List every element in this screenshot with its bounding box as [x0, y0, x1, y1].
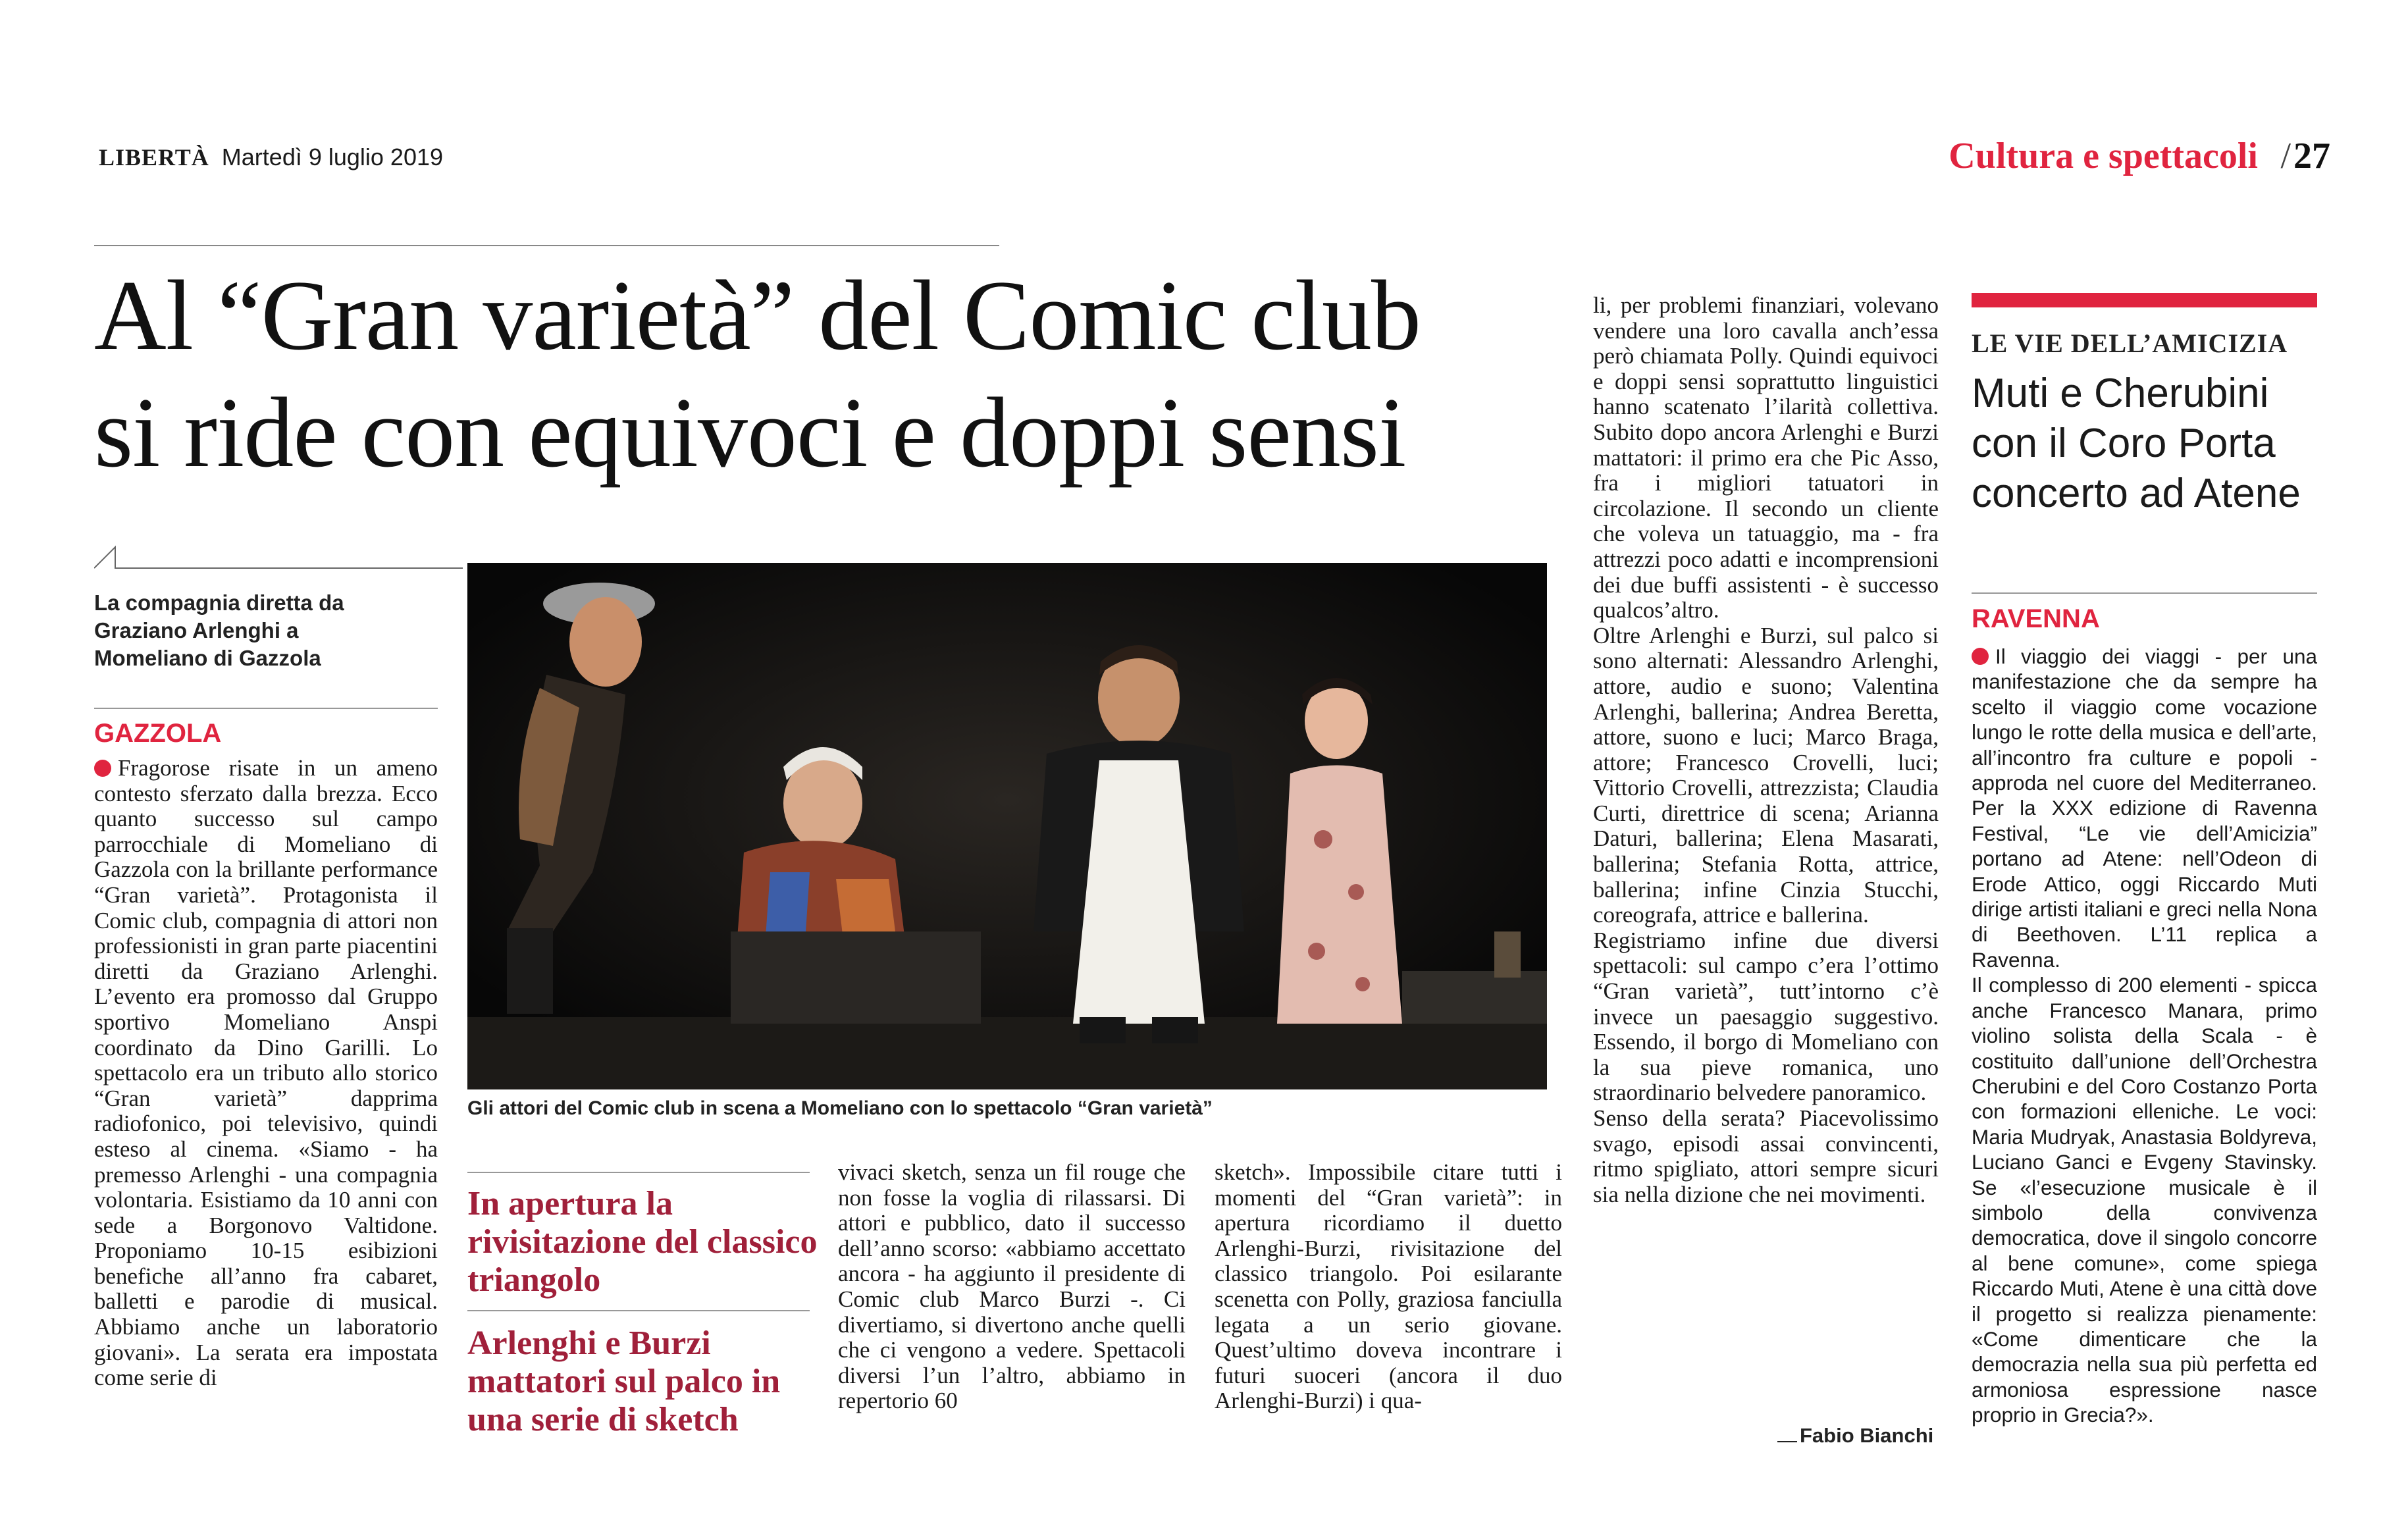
photo-caption: Gli attori del Comic club in scena a Momeliano con lo spettacolo “Gran varietà”: [467, 1097, 1213, 1119]
sidebar-kicker: LE VIE DELL’AMICIZIA: [1972, 328, 2288, 358]
pullquote-2: Arlenghi e Burzi mattatori sul palco in una serie di sketch: [467, 1324, 781, 1438]
issue-date: Martedì 9 luglio 2019: [221, 144, 444, 170]
location-rule: [94, 708, 438, 709]
page-number: 27: [2293, 136, 2330, 176]
pullquote-1: In apertura la rivisitazione del classico triangolo: [467, 1185, 818, 1299]
sidebar-paragraph: Il viaggio dei viaggi - per una manifestazione che da sempre ha scelto il viaggio come vocazione lungo le rotte della musica e dell’arte, all’incontro fra culture e popoli - approda nel cuore del Mediterraneo. Per la XXX edizione di Ravenna Festival, “Le vie dell’Amicizia” portano ad Atene: nell’Odeon di Erode Attico, oggi Riccardo Muti dirige artisti italiani e greci nella Nona di Beethoven. L’11 replica a Ravenna.: [1972, 644, 2317, 972]
column-3-text: sketch». Impossibile citare tutti i momenti del “Gran varietà”: in apertura ricordiamo il duetto Arlenghi-Burzi, rivisitazione del classico triangolo. Poi esilarante scenetta con Polly, graziosa fanciulla legata a un serio giovane. Quest’ultimo doveva incontrare i futuri suoceri (ancora il duo Arlenghi-Burzi) i qua-: [1215, 1159, 1562, 1414]
masthead: [99, 144, 443, 171]
article-column-2: [838, 1160, 1186, 1414]
column-4-paragraph: Oltre Arlenghi e Burzi, sul palco si sono alternati: Alessandro Arlenghi, attore, audio e suono; Valentina Arlenghi, ballerina; Andrea Beretta, attore, suono e luci; Marco Braga, attore; Francesco Crovelli, luci; Vittorio Crovelli, attrezzista; Claudia Curti, direttrice di scena; Arianna Daturi, ballerina; Elena Masarati, ballerina; Stefania Rotta, attrice, ballerina; infine Cinzia Stucchi, coreografa, attrice e ballerina.: [1593, 622, 1939, 928]
article-column-4: [1593, 293, 1939, 1207]
article-photo: [467, 563, 1547, 1089]
signature-dash: [1777, 1441, 1797, 1442]
article-subhead: La compagnia diretta da Graziano Arlenghi a Momeliano di Gazzola: [94, 590, 344, 670]
column-2-text: vivaci sketch, senza un fil rouge che non fosse la voglia di rilassarsi. Di attori e pubblico, dato il successo dell’anno scorso: «abbiamo accettato ancora - ha aggiunto il presidente di Comic club Marco Burzi -. Ci divertiamo, si divertono anche quelli che ci vengono a vedere. Spettacoli diversi l’un l’altro, abbiamo in repertorio 60: [838, 1159, 1186, 1414]
article-column-1: [94, 756, 438, 1391]
sidebar-body: [1972, 644, 2317, 1428]
sidebar-rule: [1972, 592, 2317, 594]
column-4-paragraph: Registriamo infine due diversi spettacoli: sul campo c’era l’ottimo “Gran varietà”, tutt’intorno c’è invece un paesaggio suggestivo. Essendo, il borgo di Momeliano con la sua pieve romanica, uno straordinario belvedere panoramico.: [1593, 927, 1939, 1106]
headline-line-1: Al “Gran varietà” del Comic club: [94, 260, 1421, 371]
headline-rule: [94, 245, 999, 246]
bullet-dot-icon: [94, 760, 111, 777]
sidebar-accent-bar: [1972, 293, 2317, 307]
bullet-dot-icon: [1972, 648, 1989, 665]
kicker-mark-icon: [94, 543, 463, 569]
newspaper-name: LIBERTÀ: [99, 144, 209, 170]
pullquote-rule-mid: [467, 1310, 810, 1311]
stage-photo-illustration: [467, 563, 1547, 1089]
section-title: Cultura e spettacoli: [1949, 136, 2258, 176]
headline: [94, 257, 1477, 491]
sidebar-paragraph: Il complesso di 200 elementi - spicca anche Francesco Manara, primo violino solista della Scala - è costituito dall’unione dell’Orchestra Cherubini e del Coro Costanzo Porta con formazioni elleniche. Le voci: Maria Mudryak, Anastasia Boldyreva, Luciano Ganci e Evgeny Stavinsky. Se «l’esecuzione musicale è il simbolo della convivenza democratica, dove il singolo concorre al bene comune», come spiega Riccardo Muti, Atene è una città dove il progetto si realizza pienamente: «Come dimenticare che la democrazia nella sua più perfetta ed armoniosa espressione nasce proprio in Grecia?».: [1972, 973, 2317, 1427]
dateline-location: GAZZOLA: [94, 719, 222, 748]
page-separator: /: [2280, 136, 2291, 176]
author-signature: [1777, 1424, 1933, 1448]
article-column-3: [1215, 1160, 1562, 1414]
column-1-text: Fragorose risate in un ameno contesto sferzato dalla brezza. Ecco quanto successo sul campo parrocchiale di Momeliano di Gazzola con la brillante performance “Gran varietà”. Protagonista il Comic club, compagnia di attori non professionisti in gran parte piacentini diretti da Graziano Arlenghi. L’evento era promosso dal Gruppo sportivo Momeliano Anspi coordinato da Dino Garilli. Lo spettacolo era un tributo allo storico “Gran varietà” dapprima radiofonico, poi televisivo, quindi esteso al cinema. «Siamo - ha premesso Arlenghi - una compagnia volontaria. Esistiamo da 10 anni con sede a Borgonovo Valtidone. Proponiamo 10-15 esibizioni benefiche all’anno fra cabaret, balletti e parodie di musical. Abbiamo anche un laboratorio giovani». La serata era impostata come serie di: [94, 755, 438, 1391]
headline-line-2: si ride con equivoci e doppi sensi: [94, 377, 1406, 488]
sidebar-location: RAVENNA: [1972, 604, 2100, 633]
pullquote-rule-top: [467, 1172, 810, 1173]
sidebar-title: Muti e Cherubini con il Coro Porta concerto ad Atene: [1972, 371, 2301, 516]
column-4-paragraph: li, per problemi finanziari, volevano vendere una loro cavalla anch’essa però chiamata Polly. Quindi equivoci e doppi sensi soprattutto linguistici hanno scatenato l’ilarità collettiva. Subito dopo ancora Arlenghi e Burzi mattatori: il primo era che Pic Asso, fra i migliori tatuatori in circolazione. Il secondo un cliente che voleva un tatuaggio, ma - fra attrezzi poco adatti e incomprensioni dei due buffi assistenti - è successo qualcos’altro.: [1593, 292, 1939, 623]
column-4-paragraph: Senso della serata? Piacevolissimo svago, episodi assai convincenti, ritmo spigliato, attori sempre sicuri sia nella dizione che nei movimenti.: [1593, 1105, 1939, 1207]
author-name: Fabio Bianchi: [1800, 1424, 1934, 1447]
